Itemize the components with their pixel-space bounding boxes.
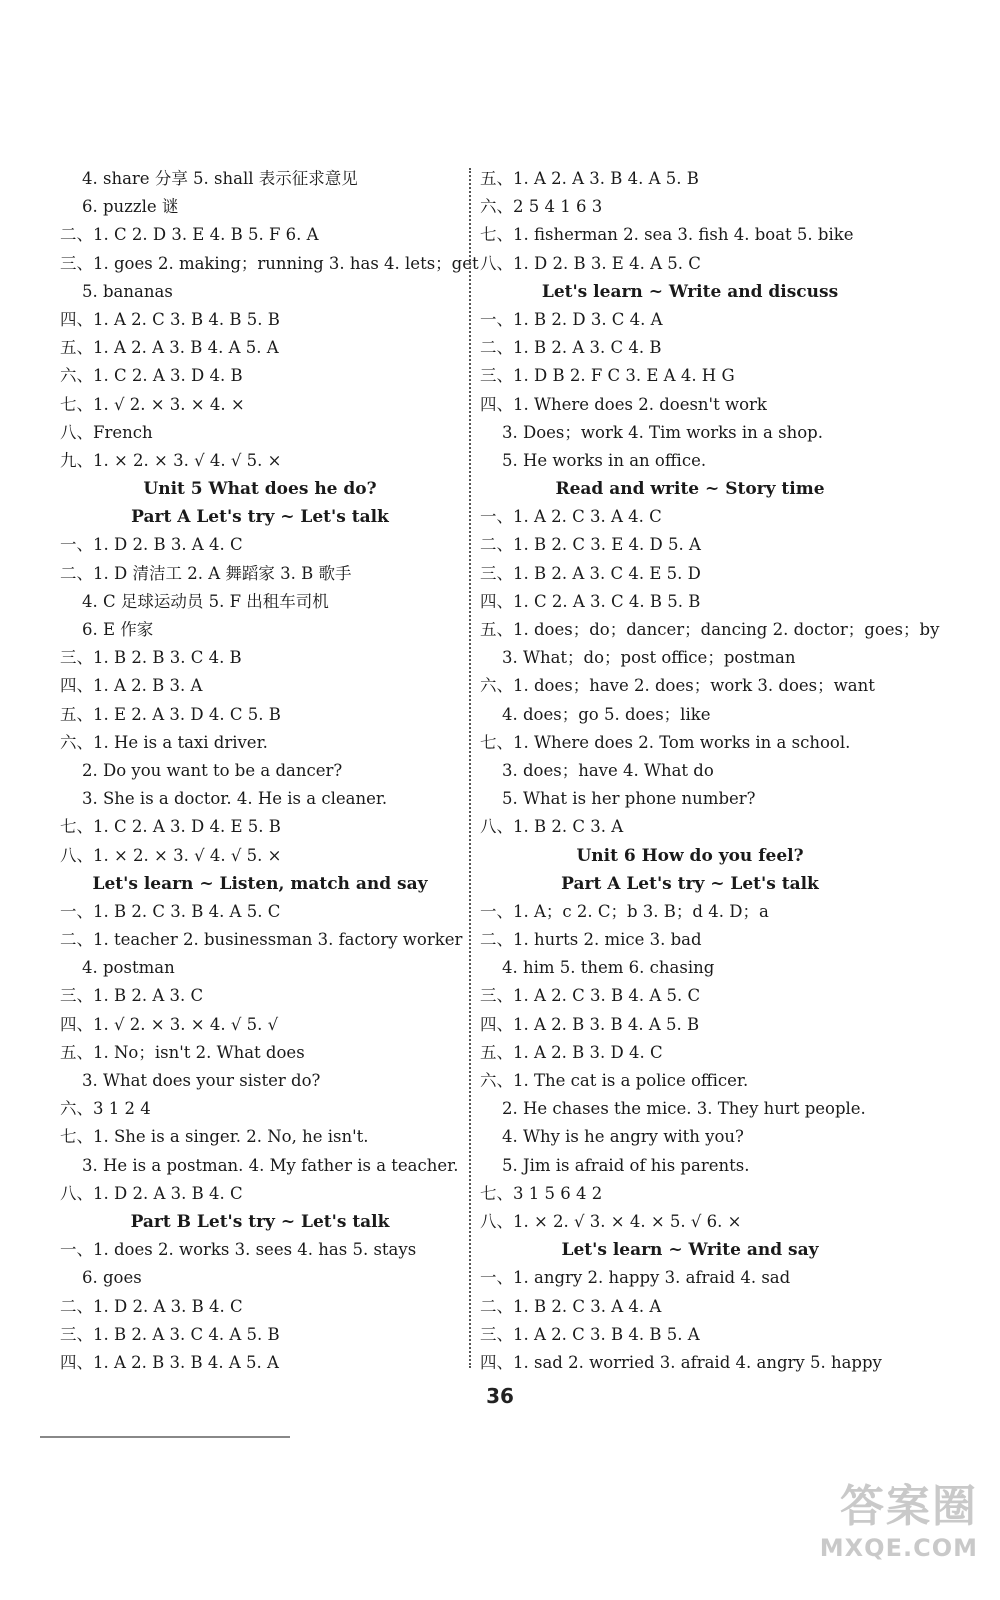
answer-line: 四、1. √ 2. × 3. × 4. √ 5. √ (60, 1014, 279, 1034)
answer-line: 一、1. angry 2. happy 3. afraid 4. sad (480, 1268, 791, 1288)
answer-line: 四、1. C 2. A 3. C 4. B 5. B (480, 591, 701, 611)
answer-line: 五、1. A 2. A 3. B 4. A 5. A (60, 338, 279, 358)
bottom-rule (40, 1436, 290, 1438)
page-number: 36 (486, 1384, 514, 1408)
section-heading: Let's learn ~ Write and discuss (541, 281, 839, 302)
answer-line: 五、1. A 2. B 3. D 4. C (480, 1042, 663, 1062)
watermark-bottom-text: MXQE.COM (819, 1534, 978, 1562)
answer-line: 2. Do you want to be a dancer? (82, 760, 343, 780)
answer-line: 一、1. A 2. C 3. A 4. C (480, 507, 662, 527)
section-heading: Unit 5 What does he do? (143, 479, 377, 500)
section-heading: Let's learn ~ Write and say (561, 1240, 819, 1261)
answer-line: 七、1. fisherman 2. sea 3. fish 4. boat 5. bike (480, 225, 854, 245)
answer-line: 八、1. × 2. × 3. √ 4. √ 5. × (60, 845, 282, 865)
section-heading: Read and write ~ Story time (555, 479, 825, 500)
answer-line: 一、1. does 2. works 3. sees 4. has 5. stays (60, 1240, 417, 1260)
answer-line: 4. does；go 5. does；like (502, 704, 711, 724)
answer-line: 六、3 1 2 4 (60, 1099, 151, 1119)
column-divider (469, 168, 471, 1368)
answer-line: 四、1. A 2. B 3. B 4. A 5. B (480, 1014, 700, 1034)
answer-line: 三、1. A 2. C 3. B 4. A 5. C (480, 986, 701, 1006)
answer-line: 六、1. C 2. A 3. D 4. B (60, 366, 243, 386)
answer-line: 一、1. D 2. B 3. A 4. C (60, 535, 243, 555)
answer-line: 5. What is her phone number? (502, 789, 756, 809)
answer-line: 六、2 5 4 1 6 3 (480, 197, 603, 217)
section-heading: Part A Let's try ~ Let's talk (561, 873, 819, 894)
answer-line: 4. Why is he angry with you? (502, 1127, 744, 1147)
answer-line: 六、1. does；have 2. does；work 3. does；want (480, 676, 875, 696)
answer-line: 七、1. √ 2. × 3. × 4. × (60, 394, 245, 414)
right-column (480, 165, 940, 1377)
answer-line: 一、1. B 2. D 3. C 4. A (480, 309, 663, 329)
answer-line: 4. him 5. them 6. chasing (502, 958, 715, 978)
section-heading: Let's learn ~ Listen, match and say (92, 873, 428, 894)
watermark-logo (788, 1470, 978, 1570)
answer-line: 二、1. B 2. A 3. C 4. B (480, 338, 662, 358)
answer-line: 三、1. goes 2. making；running 3. has 4. lets；get (60, 253, 479, 273)
answer-line: 四、1. sad 2. worried 3. afraid 4. angry 5. happy (480, 1352, 882, 1372)
answer-line: 二、1. C 2. D 3. E 4. B 5. F 6. A (60, 225, 319, 245)
answer-line: 四、1. A 2. B 3. A (60, 676, 203, 696)
answer-line: 5. He works in an office. (502, 450, 707, 470)
answer-line: 四、1. A 2. C 3. B 4. B 5. B (60, 309, 280, 329)
answer-line: 3. What does your sister do? (82, 1071, 321, 1090)
section-heading: Part A Let's try ~ Let's talk (131, 507, 389, 528)
answer-line: 八、1. D 2. B 3. E 4. A 5. C (480, 253, 701, 273)
answer-line: 八、1. × 2. √ 3. × 4. × 5. √ 6. × (480, 1211, 742, 1231)
answer-line: 七、1. She is a singer. 2. No, he isn't. (60, 1127, 369, 1147)
answer-line: 七、3 1 5 6 4 2 (480, 1183, 603, 1203)
answer-line: 七、1. C 2. A 3. D 4. E 5. B (60, 817, 281, 837)
answer-line: 四、1. Where does 2. doesn't work (480, 394, 767, 414)
section-heading: Part B Let's try ~ Let's talk (130, 1211, 390, 1232)
answer-line: 三、1. B 2. B 3. C 4. B (60, 648, 242, 668)
answer-line: 5. Jim is afraid of his parents. (502, 1155, 750, 1175)
answer-line: 三、1. B 2. A 3. C 4. E 5. D (480, 563, 701, 583)
answer-line: 3. Does；work 4. Tim works in a shop. (502, 422, 823, 442)
answer-line: 三、1. A 2. C 3. B 4. B 5. A (480, 1324, 700, 1344)
answer-line: 四、1. A 2. B 3. B 4. A 5. A (60, 1352, 279, 1372)
answer-line: 3. She is a doctor. 4. He is a cleaner. (82, 789, 388, 809)
answer-line: 六、1. The cat is a police officer. (480, 1071, 749, 1090)
answer-line: 八、French (60, 422, 153, 442)
answer-line: 三、1. B 2. A 3. C (60, 986, 204, 1006)
answer-line: 一、1. B 2. C 3. B 4. A 5. C (60, 901, 281, 921)
watermark-top-text: 答案圈 (840, 1481, 978, 1532)
answer-line: 3. He is a postman. 4. My father is a teacher. (82, 1155, 459, 1175)
answer-line: 八、1. D 2. A 3. B 4. C (60, 1183, 243, 1203)
answer-line: 五、1. does；do；dancer；dancing 2. doctor；goes；by (480, 620, 940, 639)
answer-line: 六、1. He is a taxi driver. (60, 732, 268, 752)
answer-line: 五、1. A 2. A 3. B 4. A 5. B (480, 169, 699, 188)
answer-line: 二、1. B 2. C 3. A 4. A (480, 1296, 662, 1316)
answer-line: 五、1. E 2. A 3. D 4. C 5. B (60, 704, 281, 724)
answer-line: 二、1. hurts 2. mice 3. bad (480, 930, 702, 950)
answer-line: 6. E 作家 (82, 620, 154, 639)
answer-line: 2. He chases the mice. 3. They hurt people. (502, 1099, 866, 1119)
answer-line: 八、1. B 2. C 3. A (480, 817, 624, 837)
answer-line: 九、1. × 2. × 3. √ 4. √ 5. × (60, 450, 282, 470)
answer-line: 5. bananas (82, 281, 173, 301)
answer-line: 4. C 足球运动员 5. F 出租车司机 (82, 591, 329, 611)
answer-line: 6. goes (82, 1268, 142, 1288)
answer-line: 4. share 分享 5. shall 表示征求意见 (82, 169, 358, 188)
left-column (60, 165, 479, 1377)
answer-line: 3. does；have 4. What do (502, 760, 714, 780)
answer-line: 二、1. D 2. A 3. B 4. C (60, 1296, 243, 1316)
answer-line: 二、1. teacher 2. businessman 3. factory worker (60, 930, 463, 950)
answer-line: 4. postman (82, 958, 175, 978)
answer-line: 3. What；do；post office；postman (502, 648, 796, 668)
answer-line: 二、1. D 清洁工 2. A 舞蹈家 3. B 歌手 (60, 563, 352, 583)
section-heading: Unit 6 How do you feel? (576, 845, 804, 866)
answer-line: 二、1. B 2. C 3. E 4. D 5. A (480, 535, 701, 555)
answer-line: 七、1. Where does 2. Tom works in a school. (480, 732, 851, 752)
answer-line: 6. puzzle 谜 (82, 197, 179, 217)
answer-line: 三、1. D B 2. F C 3. E A 4. H G (480, 366, 735, 386)
answer-line: 三、1. B 2. A 3. C 4. A 5. B (60, 1324, 280, 1344)
answer-line: 一、1. A；c 2. C；b 3. B；d 4. D；a (480, 901, 769, 921)
answer-line: 五、1. No；isn't 2. What does (60, 1042, 305, 1062)
